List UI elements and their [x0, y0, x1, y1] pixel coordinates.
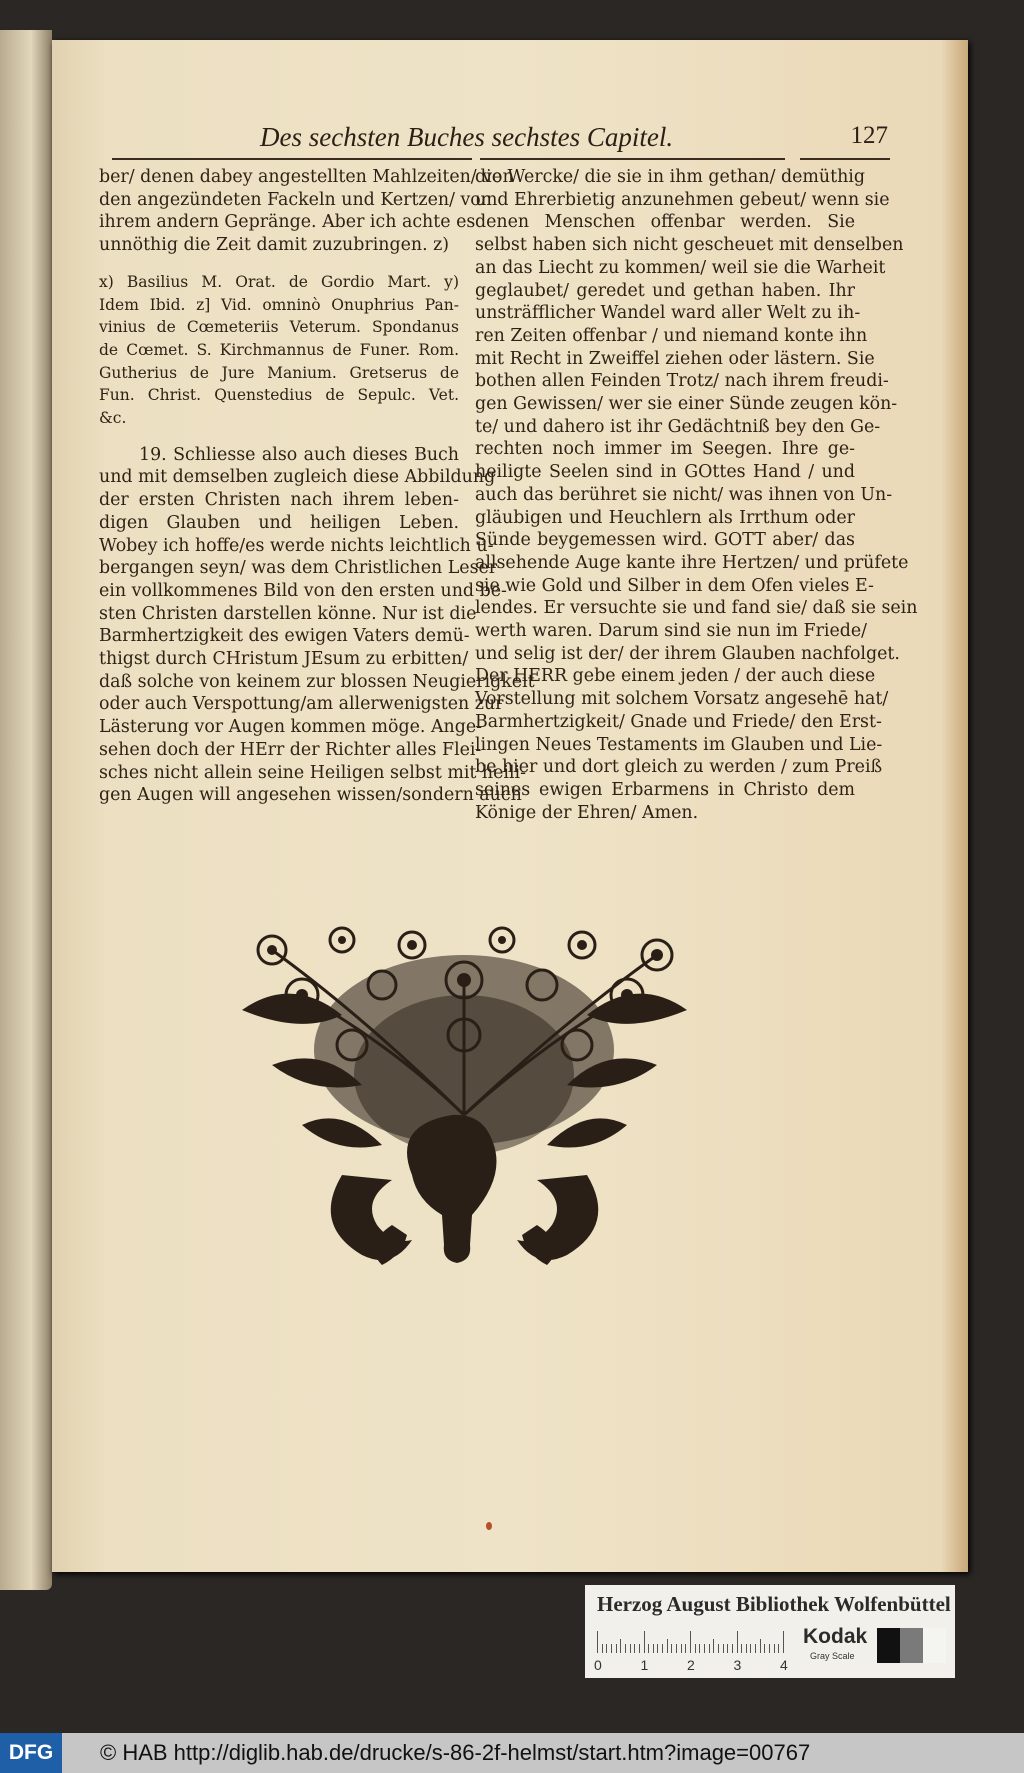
- text-line: vinius de Cœmeteriis Veterum. Spondanus: [99, 318, 459, 337]
- text-line: de Cœmet. S. Kirchmannus de Funer. Rom.: [99, 340, 459, 359]
- text-line: oder auch Verspottung/am allerwenigsten zur: [99, 694, 504, 715]
- text-line: be hier und dort gleich zu werden / zum Preiß: [475, 757, 883, 778]
- text-line: unnöthig die Zeit damit zuzubringen. z): [99, 235, 450, 256]
- text-line: ihrem andern Gepränge. Aber ich achte es: [99, 212, 476, 233]
- centimeter-ruler: [594, 1630, 788, 1675]
- text-line: der ersten Christen nach ihrem leben-: [99, 490, 459, 511]
- text-line: bothen allen Feinden Trotz/ nach ihrem freudi-: [475, 371, 889, 392]
- ruler-number: 3: [733, 1657, 742, 1673]
- text-line: gen Gewissen/ wer sie einer Sünde zeugen kön-: [475, 394, 898, 415]
- text-line: Fun. Christ. Quenstedius de Sepulc. Vet.: [99, 386, 459, 405]
- paragraph-19: [99, 444, 535, 807]
- ruler-tick: [746, 1644, 747, 1653]
- library-name: Herzog August Bibliothek Wolfenbüttel: [597, 1592, 951, 1616]
- permalink-text[interactable]: © HAB http://diglib.hab.de/drucke/s-86-2f-helmst/start.htm?image=00767: [100, 1740, 811, 1765]
- text-line: daß solche von keinem zur blossen Neugierigkeit: [99, 671, 535, 692]
- header-rule: [800, 158, 890, 160]
- footnotes: [99, 271, 459, 430]
- ruler-tick: [769, 1644, 770, 1653]
- ruler-tick: [732, 1644, 733, 1653]
- gray-swatch-black: [877, 1628, 900, 1663]
- text-line: gen Augen will angesehen wissen/sondern auch: [99, 785, 522, 806]
- right-column: [475, 166, 918, 824]
- header-rule: [480, 158, 785, 160]
- ruler-tick: [630, 1644, 631, 1653]
- text-line: die Wercke/ die sie in ihm gethan/ demüthig: [475, 167, 865, 187]
- text-line: gläubigen und Heuchlern als Irrthum oder: [475, 507, 855, 528]
- ruler-tick: [662, 1644, 663, 1653]
- ruler-tick: [764, 1644, 765, 1653]
- gray-scale-caption: Gray Scale: [810, 1651, 855, 1661]
- ruler-number: 2: [687, 1657, 695, 1673]
- text-line: 19. Schliesse also auch dieses Buch: [139, 444, 459, 465]
- ruler-tick: [685, 1644, 686, 1653]
- text-line: auch das berühret sie nicht/ was ihnen von Un-: [475, 484, 893, 505]
- text-line: ein vollkommenes Bild von den ersten und be-: [99, 580, 507, 601]
- ruler-number: 4: [780, 1657, 788, 1673]
- ruler-tick: [750, 1644, 751, 1653]
- text-line: unsträfflicher Wandel ward aller Welt zu ih-: [475, 303, 861, 324]
- ruler-tick: [667, 1639, 668, 1653]
- text-line: Barmhertzigkeit des ewigen Vaters demü-: [99, 626, 470, 647]
- text-line: und Ehrerbietig anzunehmen gebeut/ wenn sie: [475, 189, 890, 210]
- text-line: allsehende Auge kante ihre Hertzen/ und prüfete: [475, 552, 909, 573]
- dfg-logo: DFG: [0, 1733, 62, 1773]
- text-line: Sünde beygemessen wird. GOTT aber/ das: [475, 530, 855, 551]
- floral-vase-ornament: [242, 925, 687, 1271]
- gray-swatch-mid: [900, 1628, 923, 1663]
- text-line: &c.: [99, 409, 127, 428]
- ruler-tick: [709, 1644, 710, 1653]
- ruler-tick: [723, 1644, 724, 1653]
- footer-bar: [0, 1733, 1024, 1773]
- ruler-tick: [616, 1644, 617, 1653]
- book-page: [52, 40, 968, 1572]
- text-line: an das Liecht zu kommen/ weil sie die Warheit: [475, 257, 886, 278]
- text-line: sehen doch der HErr der Richter alles Flei-: [99, 739, 482, 760]
- ruler-tick: [741, 1644, 742, 1653]
- text-line: Der HERR gebe einem jeden / der auch diese: [475, 666, 876, 687]
- ruler-number: 0: [594, 1657, 602, 1673]
- ruler-tick: [634, 1644, 635, 1653]
- text-line: denen Menschen offenbar werden. Sie: [475, 212, 855, 233]
- page-number: 127: [850, 122, 888, 149]
- ruler-tick: [774, 1644, 775, 1653]
- text-line: ber/ denen dabey angestellten Mahlzeiten/ von: [99, 167, 514, 187]
- text-line: mit Recht in Zweiffel ziehen oder lästern. Sie: [475, 348, 875, 369]
- ruler-tick: [727, 1644, 728, 1653]
- text-line: den angezündeten Fackeln und Kertzen/ von: [99, 189, 492, 210]
- text-line: Idem Ibid. z] Vid. omninò Onuphrius Pan-: [99, 295, 459, 314]
- ruler-tick: [653, 1644, 654, 1653]
- text-line: und mit demselben zugleich diese Abbildung: [99, 467, 496, 488]
- text-line: lingen Neues Testaments im Glauben und Lie-: [475, 734, 883, 755]
- ruler-tick: [606, 1644, 607, 1653]
- kodak-logo: Kodak: [803, 1625, 868, 1648]
- ruler-tick: [713, 1639, 714, 1653]
- text-line: ren Zeiten offenbar / und niemand konte ihn: [475, 325, 868, 346]
- text-line: te/ und dahero ist ihr Gedächtniß bey den Ge-: [475, 416, 881, 437]
- ruler-tick: [611, 1644, 612, 1653]
- text-line: Gutherius de Jure Manium. Gretserus de: [99, 363, 459, 382]
- library-color-scale-label: [585, 1585, 955, 1678]
- ruler-tick: [704, 1644, 705, 1653]
- ruler-tick: [783, 1631, 784, 1653]
- text-line: x) Basilius M. Orat. de Gordio Mart. y): [99, 272, 459, 291]
- text-line: Könige der Ehren/ Amen.: [475, 802, 699, 823]
- text-line: und selig ist der/ der ihrem Glauben nachfolget.: [475, 643, 900, 664]
- body-text: [99, 166, 514, 257]
- ruler-tick: [681, 1644, 682, 1653]
- page-header: [100, 120, 890, 160]
- text-line: Barmhertzigkeit/ Gnade und Friede/ den Erst-: [475, 711, 882, 732]
- text-line: sie wie Gold und Silber in dem Ofen vieles E-: [475, 575, 874, 596]
- ruler-number: 1: [640, 1657, 649, 1673]
- text-line: Lästerung vor Augen kommen möge. Ange-: [99, 717, 483, 738]
- ruler-tick: [644, 1631, 645, 1653]
- text-line: seines ewigen Erbarmens in Christo dem: [475, 779, 855, 800]
- text-line: geglaubet/ geredet und gethan haben. Ihr: [475, 280, 855, 301]
- text-line: Vorstellung mit solchem Vorsatz angesehē hat/: [475, 689, 889, 710]
- ruler-tick: [699, 1644, 700, 1653]
- ruler-tick: [718, 1644, 719, 1653]
- ruler-tick: [676, 1644, 677, 1653]
- text-line: Wobey ich hoffe/es werde nichts leichtlich ü-: [99, 535, 494, 556]
- ruler-tick: [657, 1644, 658, 1653]
- previous-page-edge: [0, 30, 52, 1590]
- ruler-tick: [602, 1644, 603, 1653]
- ruler-tick: [695, 1644, 696, 1653]
- text-line: bergangen seyn/ was dem Christlichen Leser: [99, 558, 498, 579]
- ruler-tick: [778, 1644, 779, 1653]
- text-line: digen Glauben und heiligen Leben.: [99, 512, 459, 533]
- text-line: heiligte Seelen sind in GOttes Hand / und: [475, 462, 855, 483]
- ruler-tick: [648, 1644, 649, 1653]
- text-line: rechten noch immer im Seegen. Ihre ge-: [475, 439, 855, 460]
- header-rule: [112, 158, 472, 160]
- ruler-tick: [639, 1644, 640, 1653]
- ruler-tick: [620, 1639, 621, 1653]
- text-line: sten Christen darstellen könne. Nur ist die: [99, 603, 477, 624]
- text-line: thigst durch CHristum JEsum zu erbitten/: [99, 649, 469, 670]
- running-head: Des sechsten Buches sechstes Capitel.: [260, 122, 674, 152]
- text-line: selbst haben sich nicht gescheuet mit denselben: [475, 235, 904, 256]
- ruler-tick: [690, 1631, 691, 1653]
- text-line: sches nicht allein seine Heiligen selbst mit heili-: [99, 762, 526, 783]
- ruler-tick: [625, 1644, 626, 1653]
- ink-spot: [486, 1522, 492, 1530]
- ruler-tick: [597, 1631, 598, 1653]
- gray-swatch-white: [923, 1628, 946, 1663]
- ruler-tick: [755, 1644, 756, 1653]
- ruler-tick: [671, 1644, 672, 1653]
- text-line: werth waren. Darum sind sie nun im Friede/: [475, 621, 868, 642]
- text-line: lendes. Er versuchte sie und fand sie/ daß sie sein: [475, 598, 918, 619]
- left-column: [99, 166, 535, 807]
- ruler-tick: [737, 1631, 738, 1653]
- body-text: [475, 166, 918, 824]
- ruler-tick: [760, 1639, 761, 1653]
